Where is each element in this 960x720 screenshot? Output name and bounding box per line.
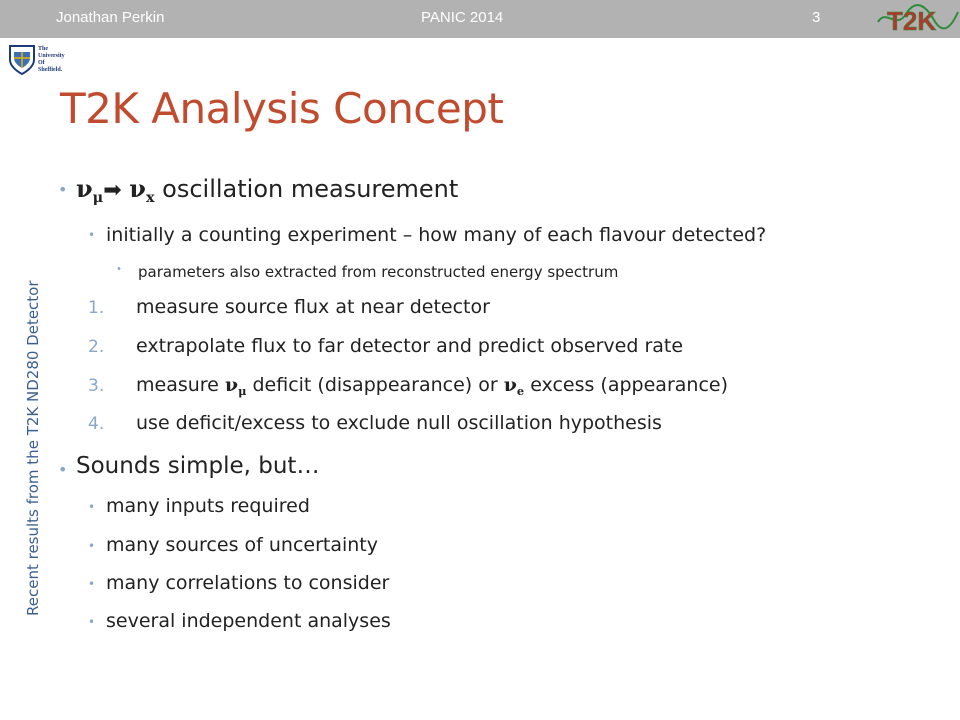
nu-symbol: ν	[76, 174, 93, 203]
list-item: many inputs required	[106, 495, 310, 517]
sidebar-caption: Recent results from the T2K ND280 Detector	[24, 280, 42, 616]
step-number: 2.	[88, 337, 105, 357]
step-number: 3.	[88, 376, 105, 396]
arrow-icon: ➡	[103, 178, 122, 203]
nu-symbol: ν	[503, 374, 517, 396]
nu-symbol: ν	[129, 174, 146, 203]
bullet-icon: •	[88, 615, 96, 629]
bullet-icon: •	[88, 228, 96, 242]
slide-title: T2K Analysis Concept	[60, 84, 504, 133]
step-3-mid: deficit (disappearance) or	[246, 374, 504, 396]
bullet-icon: •	[58, 180, 68, 199]
bullet-spectrum: parameters also extracted from reconstructed energy spectrum	[138, 263, 619, 281]
list-item: many correlations to consider	[106, 572, 390, 594]
step-number: 4.	[88, 414, 105, 434]
x-subscript: x	[145, 189, 155, 207]
bullet-oscillation-text: oscillation measurement	[154, 175, 459, 203]
t2k-logo	[876, 0, 960, 38]
bullet-oscillation	[76, 174, 458, 206]
university-logo-text: The University Of Sheffield.	[38, 46, 65, 73]
list-item: several independent analyses	[106, 610, 391, 632]
step-3-pre: measure	[136, 374, 225, 396]
header-author: Jonathan Perkin	[56, 9, 165, 26]
step-3-post: excess (appearance)	[524, 374, 728, 396]
step-4: use deficit/excess to exclude null oscillation hypothesis	[136, 412, 662, 434]
bullet-icon: •	[116, 264, 122, 275]
bullet-sounds-simple: Sounds simple, but…	[76, 453, 320, 479]
mu-subscript: μ	[92, 189, 104, 207]
bullet-icon: •	[88, 500, 96, 514]
step-1: measure source flux at near detector	[136, 296, 490, 318]
bullet-counting: initially a counting experiment – how many of each flavour detected?	[106, 224, 767, 246]
shield-icon	[8, 44, 36, 76]
university-logo	[8, 44, 88, 78]
step-number: 1.	[88, 298, 105, 318]
t2k-logo-text: T2K	[887, 6, 937, 36]
step-3	[136, 374, 728, 398]
step-2: extrapolate flux to far detector and predict observed rate	[136, 335, 684, 357]
nu-symbol: ν	[224, 374, 239, 396]
list-item: many sources of uncertainty	[106, 534, 379, 556]
mu-subscript: μ	[238, 383, 247, 398]
header-event: PANIC 2014	[421, 9, 504, 26]
header-bar	[0, 0, 960, 38]
bullet-icon: •	[88, 539, 96, 553]
header-page-number: 3	[812, 9, 821, 26]
bullet-icon: •	[88, 577, 96, 591]
e-subscript: e	[516, 383, 525, 398]
bullet-icon: •	[58, 460, 68, 479]
